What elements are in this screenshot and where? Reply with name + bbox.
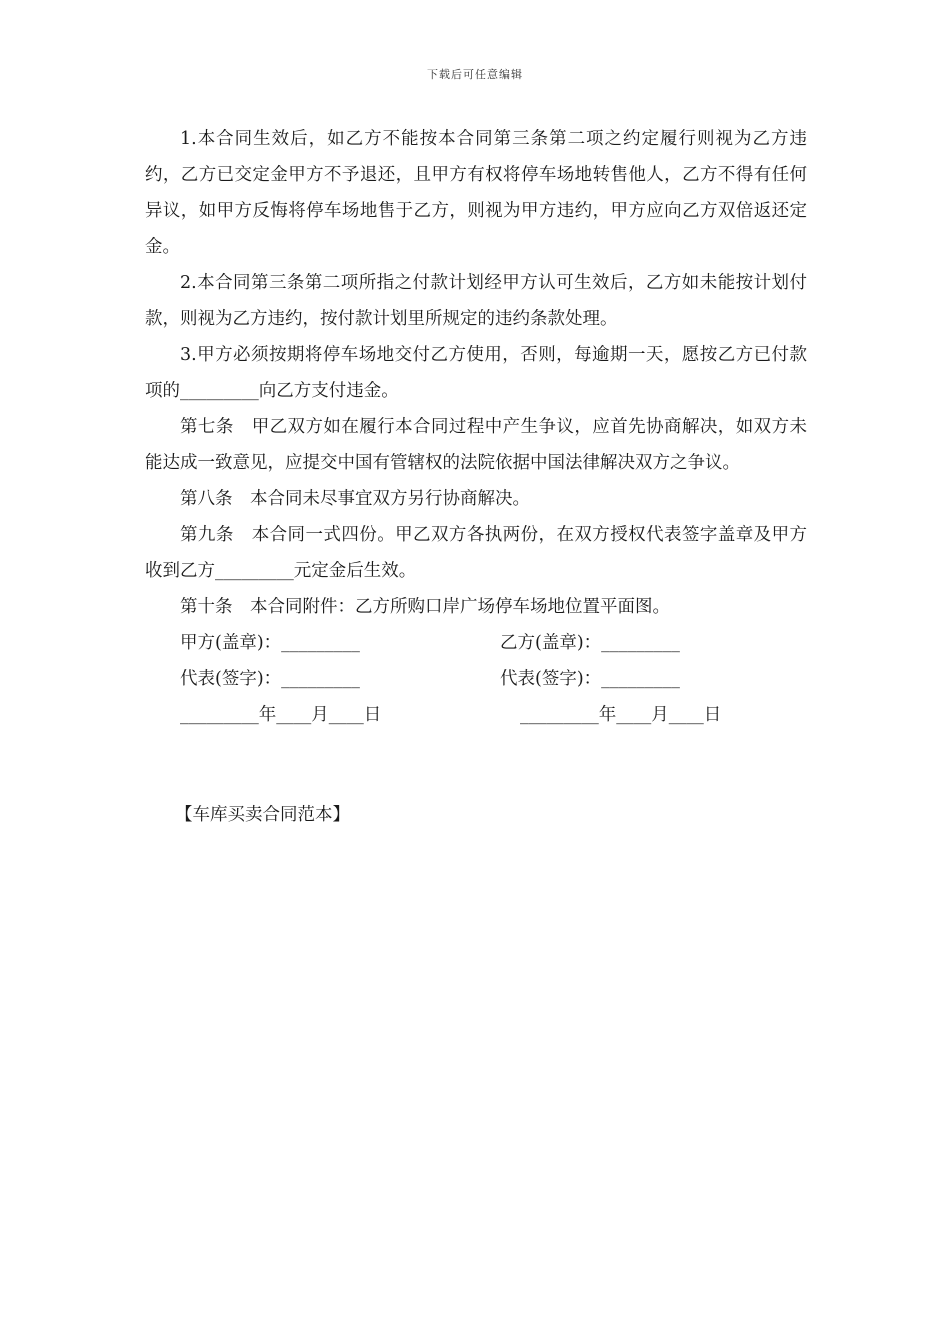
article-10-paragraph: 第十条 本合同附件：乙方所购口岸广场停车场地位置平面图。	[180, 597, 670, 617]
article-8-paragraph: 第八条 本合同未尽事宜双方另行协商解决。	[180, 489, 530, 509]
clause-1-paragraph: 1.本合同生效后，如乙方不能按本合同第三条第二项之约定履行则视为乙方违约，乙方已交定金甲方不予退还，且甲方有权将停车场地转售他人，乙方不得有任何异议，如甲方反悔将停车场地售于乙方，则视为甲方违约，甲方应向乙方双倍返还定金。	[145, 129, 807, 257]
contract-body	[145, 121, 807, 733]
article-7-paragraph: 第七条 甲乙双方如在履行本合同过程中产生争议，应首先协商解决，如双方未能达成一致意见，应提交中国有管辖权的法院依据中国法律解决双方之争议。	[145, 417, 807, 473]
party-a-representative: 代表(签字)：_________	[180, 669, 360, 689]
clause-2-paragraph: 2.本合同第三条第二项所指之付款计划经甲方认可生效后，乙方如未能按计划付款，则视为乙方违约，按付款计划里所规定的违约条款处理。	[145, 273, 807, 329]
seal-row	[145, 625, 807, 661]
article-9-paragraph: 第九条 本合同一式四份。甲乙双方各执两份，在双方授权代表签字盖章及甲方收到乙方_________元定金后生效。	[145, 525, 807, 581]
party-b-date: _________年____月____日	[520, 705, 722, 725]
page-header-note: 下载后可任意编辑	[427, 68, 523, 81]
clause-3-paragraph: 3.甲方必须按期将停车场地交付乙方使用，否则，每逾期一天，愿按乙方已付款项的_________向乙方支付违金。	[145, 345, 807, 401]
representative-row	[145, 661, 807, 697]
template-title: 【车库买卖合同范本】	[175, 805, 350, 825]
party-a-seal: 甲方(盖章)：_________	[180, 633, 360, 653]
date-row	[145, 697, 807, 733]
party-a-date: _________年____月____日	[180, 705, 382, 725]
party-b-seal: 乙方(盖章)：_________	[500, 633, 680, 653]
party-b-representative: 代表(签字)：_________	[500, 669, 680, 689]
